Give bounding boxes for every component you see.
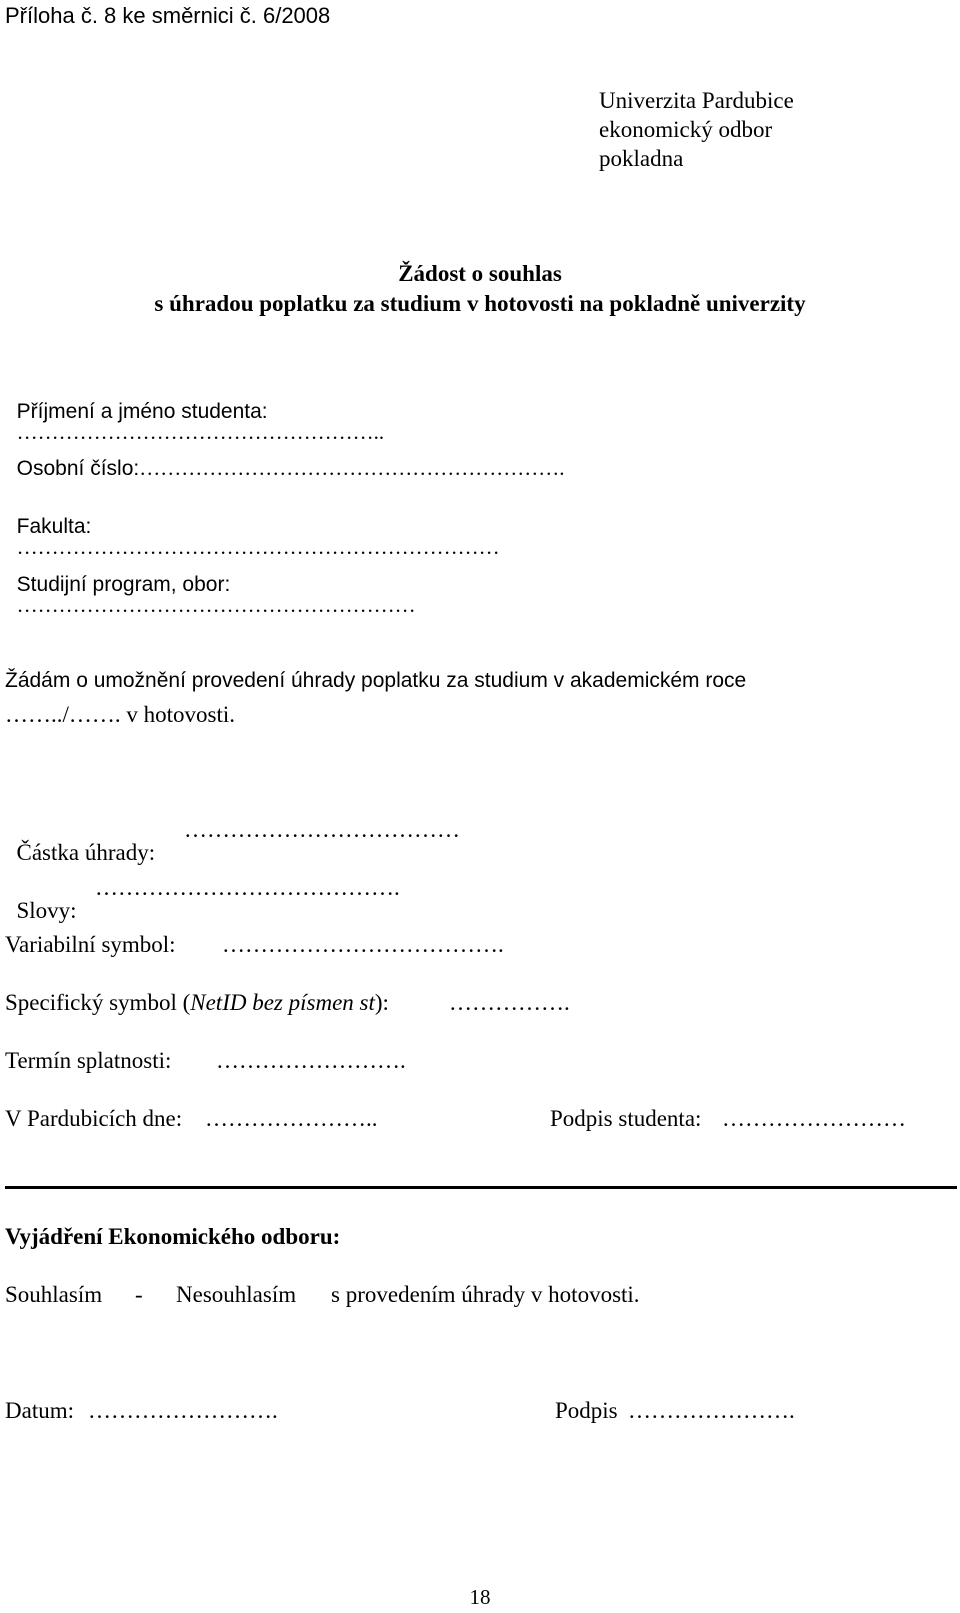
faculty-row [5, 495, 500, 558]
faculty-field[interactable]: …………………………………………………………… [16, 535, 500, 559]
option-separator: - [135, 1282, 143, 1307]
student-signature-field[interactable]: …………………… [722, 1106, 906, 1131]
words-row [5, 876, 77, 922]
variable-symbol-label: Variabilní symbol: [5, 932, 176, 957]
office-date-label: Datum: [5, 1398, 74, 1423]
office-signature-label: Podpis [555, 1398, 618, 1423]
specific-symbol-field[interactable]: ……………. [449, 990, 570, 1015]
personal-number-label: Osobní číslo: [16, 457, 140, 480]
request-line-1: Žádám o umožnění provedení úhrady poplatku za studium v akademickém roce [5, 669, 747, 692]
specific-symbol-label-end: ): [374, 990, 389, 1015]
study-program-label: Studijní program, obor: [16, 573, 231, 596]
personal-number-field[interactable]: ……………………………………………………. [139, 456, 565, 480]
option-agree[interactable]: Souhlasím [5, 1282, 103, 1307]
amount-row [5, 818, 155, 864]
due-date-label: Termín splatnosti: [5, 1048, 172, 1073]
addressee-line-2: ekonomický odbor [599, 117, 773, 142]
study-program-row [5, 553, 416, 616]
option-disagree[interactable]: Nesouhlasím [176, 1282, 297, 1307]
addressee-line-1: Univerzita Pardubice [599, 88, 794, 113]
student-signature-label: Podpis studenta: [550, 1106, 702, 1131]
specific-symbol-label [5, 991, 389, 1014]
decision-statement: s provedením úhrady v hotovosti. [331, 1282, 640, 1307]
faculty-label: Fakulta: [16, 515, 92, 538]
specific-symbol-label-start: Specifický symbol ( [5, 990, 191, 1015]
words-field[interactable]: …………………………………. [95, 875, 400, 900]
specific-symbol-note: NetID bez písmen st [190, 990, 375, 1015]
student-name-row [5, 380, 384, 443]
section-divider [5, 1186, 957, 1189]
student-name-label: Příjmení a jméno studenta: [16, 400, 268, 423]
office-signature-field[interactable]: …………………. [628, 1398, 795, 1423]
office-section-heading: Vyjádření Ekonomického odboru: [5, 1224, 341, 1249]
office-date-field[interactable]: ……………………. [88, 1398, 278, 1423]
amount-label: Částka úhrady: [16, 840, 156, 865]
addressee-line-3: pokladna [599, 146, 684, 171]
attachment-header: Příloha č. 8 ke směrnici č. 6/2008 [5, 3, 331, 28]
variable-symbol-field[interactable]: ………………………………. [222, 932, 504, 957]
words-label: Slovy: [16, 898, 77, 923]
personal-number-row [5, 437, 564, 479]
study-program-field[interactable]: ………………………………………………… [16, 593, 416, 617]
place-date-field[interactable]: ………………….. [205, 1106, 378, 1131]
student-name-field[interactable]: …………………………………………….. [16, 420, 385, 444]
page-number: 18 [469, 1585, 491, 1609]
place-date-label: V Pardubicích dne: [5, 1106, 183, 1131]
request-line-2[interactable]: ……../……. v hotovosti. [5, 702, 236, 727]
amount-field[interactable]: ……………………………… [184, 817, 460, 842]
due-date-field[interactable]: ……………………. [216, 1048, 406, 1073]
title-line-1: Žádost o souhlas [398, 261, 562, 286]
title-line-2: s úhradou poplatku za studium v hotovosti na pokladně univerzity [154, 291, 806, 316]
